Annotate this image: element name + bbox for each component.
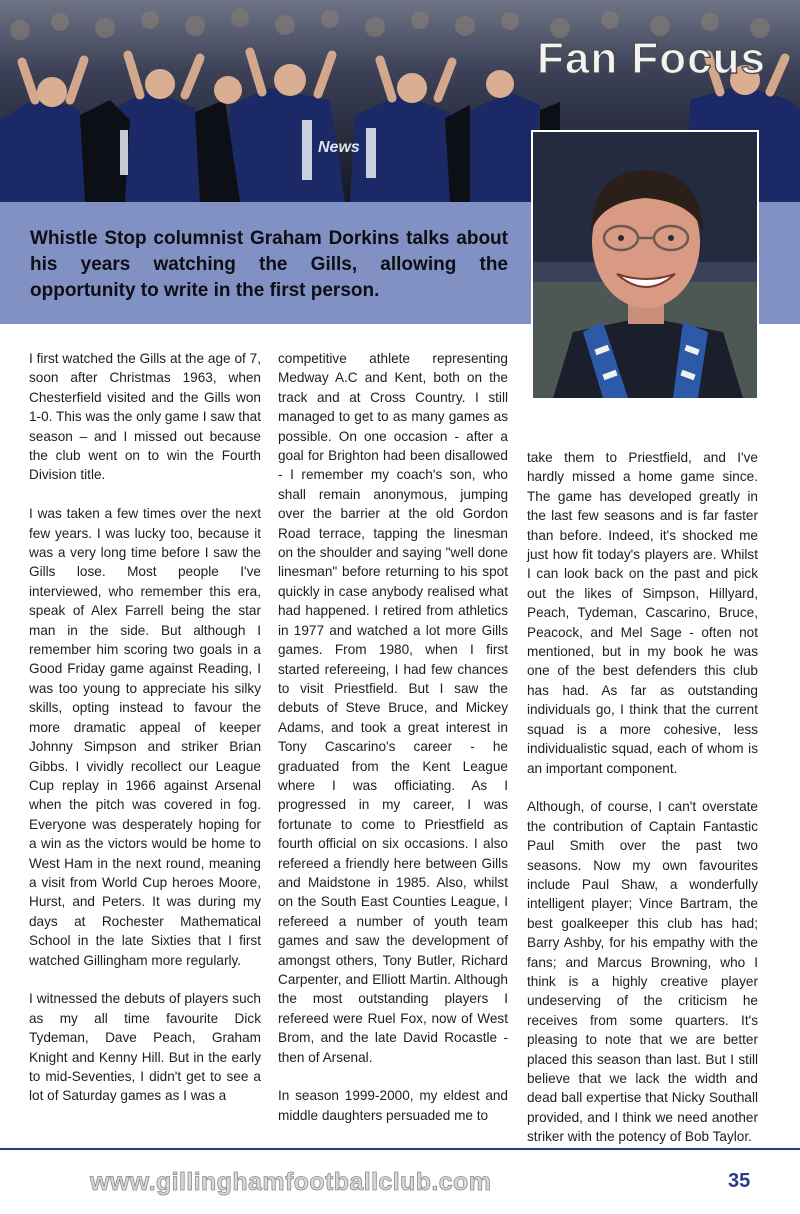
portrait-photo bbox=[531, 130, 759, 400]
article-column-1 bbox=[29, 349, 261, 1125]
paragraph: take them to Priestfield, and I've hardly missed a home game since. The game has developed greatly in the last few seasons and is far faster than before. Indeed, it's shocked me just how fit today's players are. Whilst I can look back on the past and pick out the likes of Simpson, Hillyard, Peach, Tydeman, Cascarino, Bruce, Peacock, and Mel Sage - often not mentioned, but in my book he was one of the best defenders this club has had. As far as outstanding individuals go, I think that the current squad is a more cohesive, less individualistic squad, each of whom is an important component. bbox=[527, 450, 758, 776]
article-column-2 bbox=[278, 349, 508, 1145]
article-column-3 bbox=[527, 448, 758, 1166]
paragraph: I first watched the Gills at the age of 7, soon after Christmas 1963, when Chesterfield visited and the Gills won 1-0. This was the only game I saw that season – and I missed out because the club went on to win the Fourth Division title. bbox=[29, 351, 261, 483]
portrait-illustration bbox=[533, 132, 757, 398]
paragraph: competitive athlete representing Medway A.C and Kent, both on the track and at Cross Country. I still managed to get to as many games as possible. On one occasion - after a goal for Brighton had been disallowed - I remember my coach's son, who shall remain anonymous, jumping over the barrier at the old Gordon Road terrace, tapping the linesman on the shoulder and saying "well done linesman" before returning to his spot quickly in case anybody realised what had happened. I retired from athletics in 1977 and watched a lot more Gills games. From 1980, when I first started refereeing, I had few chances to visit Priestfield. But I saw the debuts of Steve Bruce, and Mickey Adams, and took a great interest in Tony Cascarino's career - he graduated from the Kent League where I was officiating. As I progressed in my career, I was fortunate to come to Priestfield as fourth official on six occasions. I also refereed a friendly here between Gills and Maidstone in 1985. Also, whilst on the South East Counties League, I refereed a number of youth team games and saw the development of amongst others, Tony Butler, Richard Carpenter, and Elliott Martin. Although the most outstanding players I refereed were Ruel Fox, now of West Brom, and the late David Rocastle - then of Arsenal. bbox=[278, 351, 508, 1065]
footer-divider bbox=[0, 1148, 800, 1150]
paragraph: Although, of course, I can't overstate the contribution of Captain Fantastic Paul Smith over the past two seasons. Now my own favourites include Paul Shaw, a wonderfully intelligent player; Vince Bartram, the best goalkeeper this club has had; Barry Ashby, for his empathy with the fans; and Marcus Browning, who I think is a highly creative player undeserving of the criticism he receives from some quarters. It's pleasing to note that we are better placed this season than last. But I still believe that we lack the width and dead ball expertise that Nicky Southall provided, and I think we need another striker with the potency of Bob Taylor. bbox=[527, 799, 758, 1145]
paragraph: In season 1999-2000, my eldest and middle daughters persuaded me to bbox=[278, 1088, 508, 1123]
footer-website-url: www.gillinghamfootballclub.com bbox=[90, 1168, 492, 1196]
paragraph: I witnessed the debuts of players such as my all time favourite Dick Tydeman, Dave Peach, Graham Knight and Kenny Hill. But in the early to mid-Seventies, I didn't get to see a lot of Saturday games as I was a bbox=[29, 991, 261, 1104]
section-title: Fan Focus bbox=[536, 34, 766, 83]
intro-standfirst: Whistle Stop columnist Graham Dorkins talks about his years watching the Gills, allowing the opportunity to write in the first person. bbox=[30, 228, 508, 301]
shirt-sponsor: News bbox=[318, 139, 360, 156]
paragraph: I was taken a few times over the next few years. I was lucky too, because it was a very long time before I saw the Gills lose. Most people I've interviewed, who remember this era, speak of Alex Farrell being the star man in the side. But although I remember him scoring two goals in a Good Friday game against Reading, I was too young to appreciate his silky skills, opting instead to favour the more dramatic appeal of keeper Johnny Simpson and striker Brian Gibbs. I vividly recollect our League Cup replay in 1966 against Arsenal when the pitch was covered in fog. Everyone was desperately hoping for a win as the victors would be home to West Ham in the next round, meaning a visit from World Cup heroes Moore, Hurst, and Peters. It was during my days at Rochester Mathematical School in the late Sixties that I first watched Gillingham more regularly. bbox=[29, 506, 261, 968]
page-number: 35 bbox=[728, 1170, 751, 1192]
